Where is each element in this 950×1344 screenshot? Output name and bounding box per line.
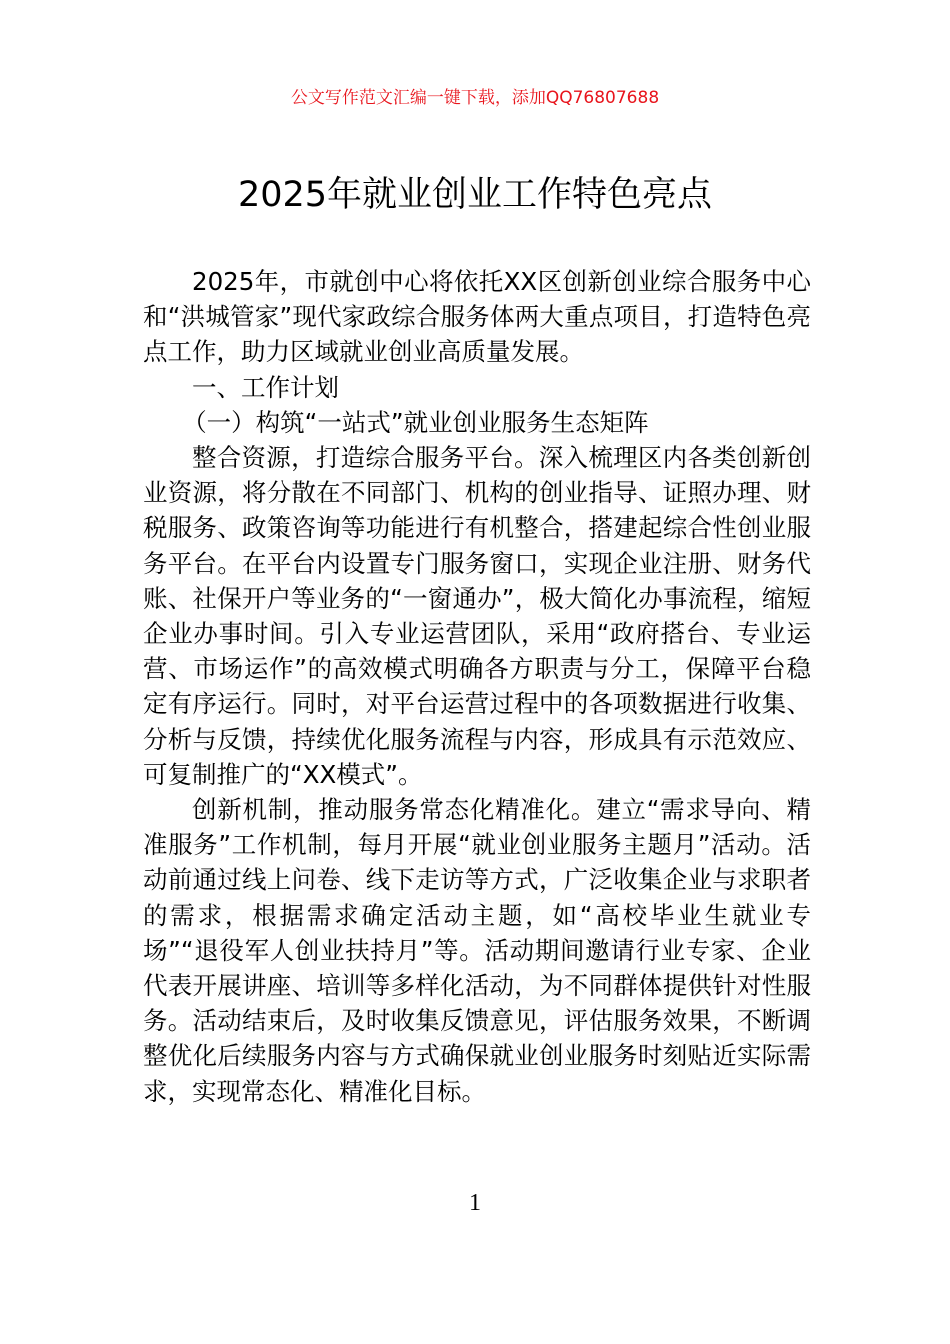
subsection-heading-one-stop: （一）构筑“一站式”就业创业服务生态矩阵	[182, 407, 649, 437]
document-body	[143, 264, 811, 1109]
paragraph-integrate-resources: 整合资源，打造综合服务平台。深入梳理区内各类创新创业资源，将分散在不同部门、机构的创业指导、证照办理、财税服务、政策咨询等功能进行有机整合，搭建起综合性创业服务平台。在平台内设置专门服务窗口，实现企业注册、财务代账、社保开户等业务的“一窗通办”，极大简化办事流程，缩短企业办事时间。引入专业运营团队，采用“政府搭台、专业运营、市场运作”的高效模式明确各方职责与分工，保障平台稳定有序运行。同时，对平台运营过程中的各项数据进行收集、分析与反馈，持续优化服务流程与内容，形成具有示范效应、可复制推广的“XX模式”。	[143, 443, 811, 789]
watermark-banner: 公文写作范文汇编一键下载，添加QQ76807688	[290, 88, 660, 108]
document-title: 2025年就业创业工作特色亮点	[237, 175, 713, 215]
paragraph-innovate-mechanism: 创新机制，推动服务常态化精准化。建立“需求导向、精准服务”工作机制，每月开展“就业创业服务主题月”活动。活动前通过线上问卷、线下走访等方式，广泛收集企业与求职者的需求，根据需求确定活动主题，如“高校毕业生就业专场”“退役军人创业扶持月”等。活动期间邀请行业专家、企业代表开展讲座、培训等多样化活动，为不同群体提供针对性服务。活动结束后，及时收集反馈意见，评估服务效果，不断调整优化后续服务内容与方式确保就业创业服务时刻贴近实际需求，实现常态化、精准化目标。	[143, 795, 811, 1106]
section-heading-work-plan: 一、工作计划	[192, 372, 339, 402]
intro-paragraph: 2025年，市就创中心将依托XX区创新创业综合服务中心和“洪城管家”现代家政综合服务体两大重点项目，打造特色亮点工作，助力区域就业创业高质量发展。	[143, 267, 811, 367]
page-number: 1	[469, 1190, 481, 1216]
